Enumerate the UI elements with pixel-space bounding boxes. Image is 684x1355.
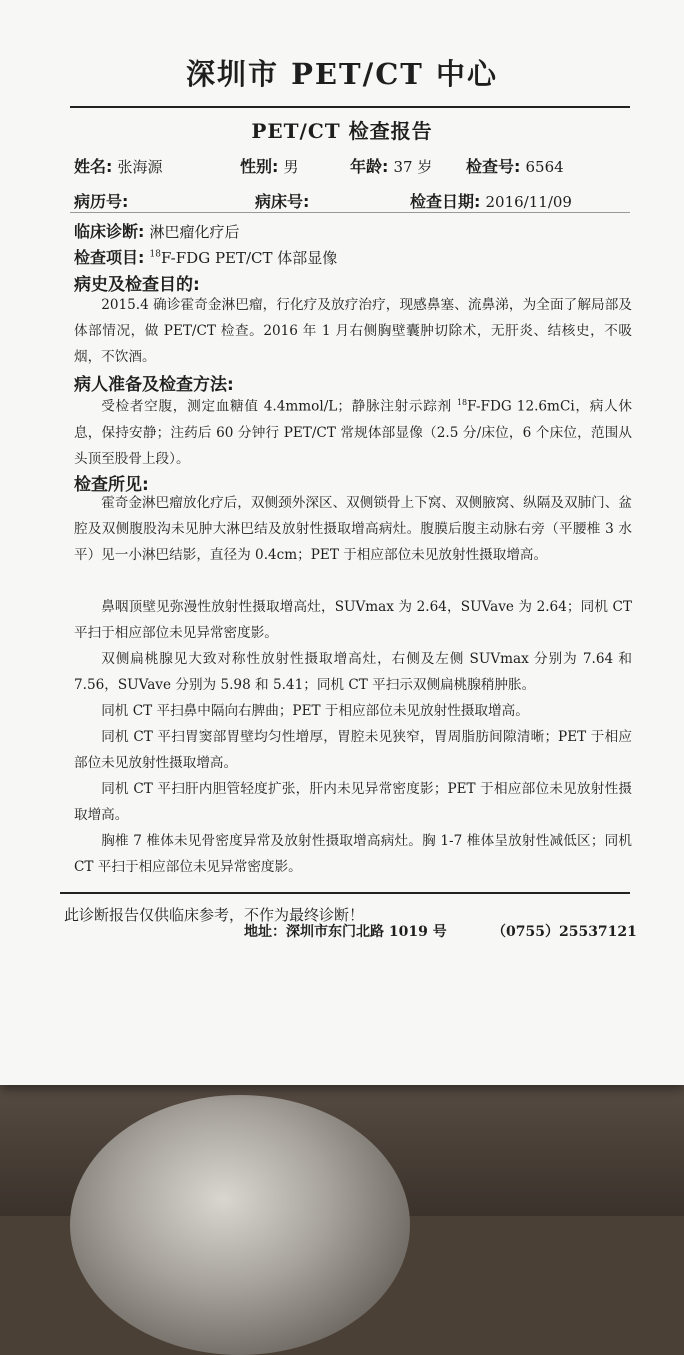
- finding-4: 同机 CT 平扫鼻中隔向右脾曲；PET 于相应部位未见放射性摄取增高。: [101, 703, 529, 719]
- prep-heading: 病人准备及检查方法:: [74, 375, 234, 395]
- exam-item-field: [74, 245, 337, 268]
- history-text: 2015.4 确诊霍奇金淋巴瘤，行化疗及放疗治疗，现感鼻塞、流鼻涕，为全面了解局部及体部情况，做 PET/CT 检查。2016 年 1 月右侧胸壁囊肿切除术，无肝炎、结核史，不吸烟，不饮酒。: [74, 297, 632, 365]
- exam-item-isotope: 18: [149, 249, 161, 260]
- name-label: 姓名:: [74, 157, 113, 176]
- exam-no-field: [466, 154, 564, 177]
- exam-item-value: F-FDG PET/CT 体部显像: [160, 249, 338, 267]
- bed-no-label: 病床号:: [255, 192, 310, 211]
- exam-no: 6564: [525, 158, 564, 176]
- record-no-label: 病历号:: [74, 192, 129, 211]
- age-label: 年龄:: [350, 157, 389, 176]
- finding-6: 同机 CT 平扫肝内胆管轻度扩张，肝内未见异常密度影；PET 于相应部位未见放射性摄取增高。: [74, 781, 632, 823]
- record-no-field: [74, 189, 128, 212]
- header-rule: [70, 106, 630, 108]
- prep-text-b: F-FDG 12.6mCi，病人休息，保持安静；注药后 60 分钟行 PET/CT 常规体部显像（2.5 分/床位，6 个床位，范围从头顶至股骨上段）。: [74, 398, 632, 467]
- diagnosis-value: 淋巴瘤化疗后: [149, 223, 240, 241]
- findings-heading: 检查所见:: [74, 475, 149, 495]
- diagnosis-field: [74, 219, 240, 242]
- prep-text-a: 受检者空腹，测定血糖值 4.4mmol/L；静脉注射示踪剂: [101, 398, 457, 415]
- info-rule: [70, 212, 630, 213]
- patient-sex: 男: [283, 158, 299, 176]
- prep-text: [74, 390, 632, 472]
- exam-date: 2016/11/09: [485, 193, 572, 211]
- finding-3: 双侧扁桃腺见大致对称性放射性摄取增高灶，右侧及左侧 SUVmax 分别为 7.64 和 7.56，SUVave 分别为 5.98 和 5.41；同机 CT 平扫示双侧扁桃腺稍肿胀。: [74, 651, 632, 693]
- prep-isotope: 18: [456, 398, 468, 407]
- finding-7: 胸椎 7 椎体未见骨密度异常及放射性摄取增高病灶。胸 1-7 椎体呈放射性减低区；同机 CT 平扫于相应部位未见异常密度影。: [74, 833, 632, 875]
- finding-5: 同机 CT 平扫胃窦部胃壁均匀性增厚，胃腔未见狭窄，胃周脂肪间隙清晰；PET 于相应部位未见放射性摄取增高。: [74, 729, 632, 771]
- finding-2: 鼻咽顶壁见弥漫性放射性摄取增高灶，SUVmax 为 2.64，SUVave 为 2.64；同机 CT 平扫于相应部位未见异常密度影。: [74, 599, 632, 641]
- footer-rule: [60, 892, 630, 894]
- phone-number: （0755）25537121: [492, 924, 637, 940]
- exam-no-label: 检查号:: [466, 157, 521, 176]
- report-title: PET/CT 检查报告: [251, 119, 433, 143]
- patient-age-field: [350, 154, 432, 177]
- patient-sex-field: [240, 154, 299, 177]
- exam-item-label: 检查项目:: [74, 248, 145, 267]
- center-name: 深圳市 PET/CT 中心: [186, 57, 498, 91]
- exam-date-field: [410, 189, 572, 212]
- patient-name-field: [74, 154, 163, 177]
- disclaimer-note: 此诊断报告仅供临床参考，不作为最终诊断！: [64, 906, 365, 924]
- patient-name: 张海源: [117, 158, 163, 176]
- bed-no-field: [255, 189, 309, 212]
- sex-label: 性别:: [240, 157, 279, 176]
- patient-age: 37 岁: [393, 158, 433, 176]
- address: 地址：深圳市东门北路 1019 号: [244, 924, 447, 940]
- metal-disc-object: [70, 1095, 410, 1355]
- exam-date-label: 检查日期:: [410, 192, 481, 211]
- finding-1: 霍奇金淋巴瘤放化疗后，双侧颈外深区、双侧锁骨上下窝、双侧腋窝、纵隔及双肺门、盆腔及双侧腹股沟未见肿大淋巴结及放射性摄取增高病灶。腹膜后腹主动脉右旁（平腰椎 3 水平）见一小淋巴结影，直径为 0.4cm；PET 于相应部位未见放射性摄取增高。: [74, 495, 632, 563]
- diagnosis-label: 临床诊断:: [74, 222, 145, 241]
- history-heading: 病史及检查目的:: [74, 275, 200, 295]
